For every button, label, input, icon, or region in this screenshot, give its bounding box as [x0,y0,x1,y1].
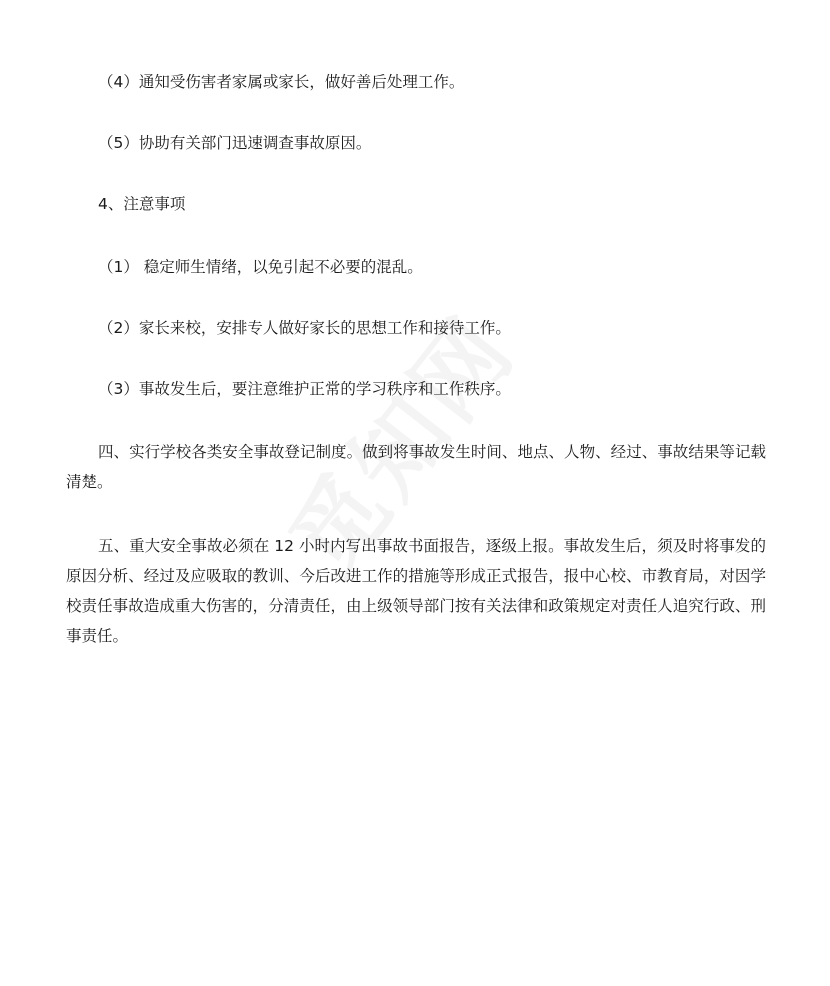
item-investigate-cause: （5）协助有关部门迅速调查事故原因。 [98,134,372,152]
section-heading-notes: 4、注意事项 [98,195,186,213]
item-notify-family: （4）通知受伤害者家属或家长，做好善后处理工作。 [98,73,465,91]
paragraph-major-accident-report: 五、重大安全事故必须在 12 小时内写出事故书面报告，逐级上报。事故发生后，须及时将事发的原因分析、经过及应吸取的教训、今后改进工作的措施等形成正式报告，报中心校、市教育局，对因学校责任事故造成重大伤害的，分清责任，由上级领导部门按有关法律和政策规定对责任人追究行政、刑事责任。 [66,537,766,645]
item-stabilize-emotions: （1） 稳定师生情绪，以免引起不必要的混乱。 [98,258,423,276]
paragraph-accident-registration: 四、实行学校各类安全事故登记制度。做到将事故发生时间、地点、人物、经过、事故结果等记载清楚。 [66,443,766,491]
item-maintain-order: （3）事故发生后，要注意维护正常的学习秩序和工作秩序。 [98,380,511,398]
item-parent-reception: （2）家长来校，安排专人做好家长的思想工作和接待工作。 [98,319,511,337]
